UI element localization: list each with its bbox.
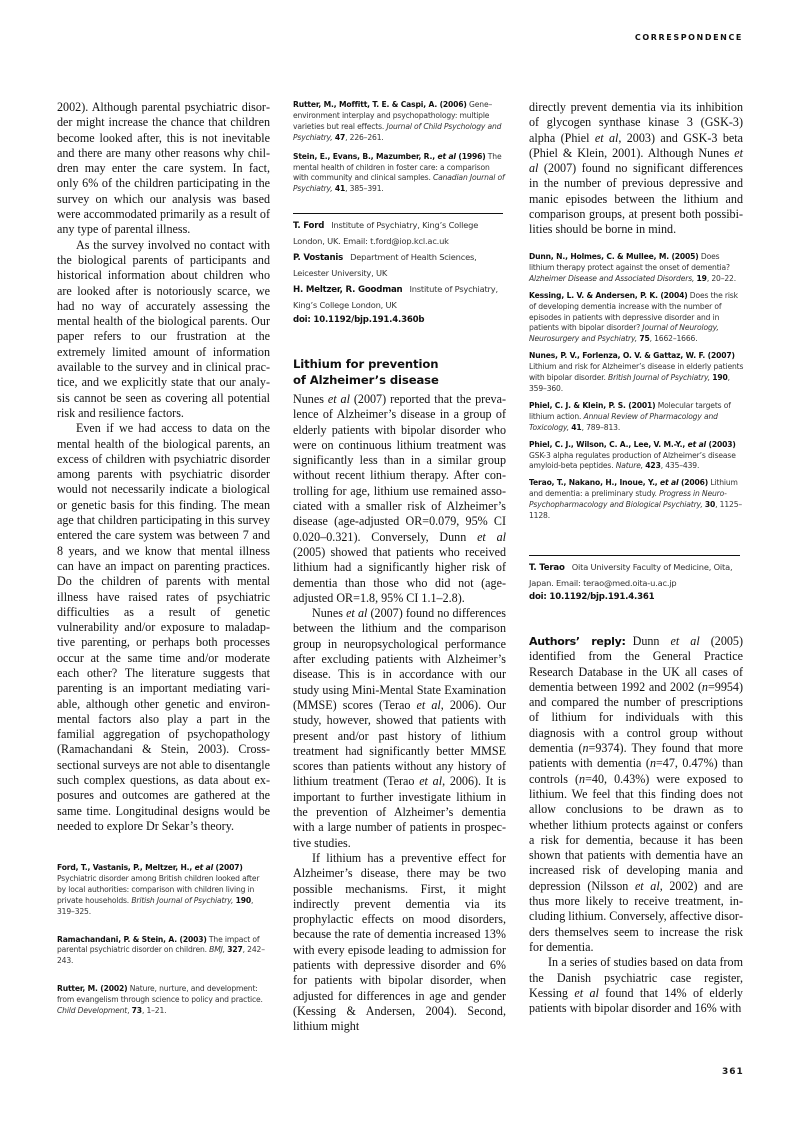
reference-list [529, 252, 745, 522]
reference-item: Ford, T., Vastanis, P., Meltzer, H., et al (2007) Psychiatric disorder among British children looked after by local authorities: comparison with children living in private households. British Journal of Psychiatry, 190, 319–325. [57, 863, 260, 916]
article-heading [293, 357, 506, 388]
paragraph: Authors’ reply: Dunn et al (2005) identified from the General Practice Research Database in the UK all cases of dementia between 1992 and 2002 (n=9954) and compared the number of prescriptions of lithium for individuals with this diagnosis with a control group without dementia (n=9374). They found that more patients with dementia (n=47, 0.47%) than controls (n=40, 0.43%) were exposed to lithium. We feel that this finding does not allow conclusions to be drawn as to whether lithium protects against or confers a risk for dementia, because it has been shown that patients with dementia have an increased risk of developing mania and depression (Nilsson et al, 2002) and are thus more likely to receive treatment, including lithium. Conversely, affective disorders themselves seem to increase the risk for dementia. [529, 634, 744, 954]
letter-body [293, 392, 506, 1034]
letter-body-continued [57, 100, 270, 834]
paragraph: As the survey involved no contact with the biological parents of participants and historical information about children who are looked after is notoriously scarce, we had no way of accurately assessing the mental health of the biological parents. Our paper refers to our frustration at the extremely limited amount of information available to the survey and in clinical practice, and we explicitly state that our analysis cannot be seen as covering all potential risk and resilience factors. [57, 237, 270, 420]
reference-item: Ramachandani, P. & Stein, A. (2003) The impact of parental psychiatric disorder on children. BMJ, 327, 242–243. [57, 934, 265, 966]
reference-list [293, 100, 506, 195]
affiliation: T. Ford Institute of Psychiatry, King’s College London, UK. Email: t.ford@iop.kcl.ac.uk [293, 220, 479, 246]
author-affiliations [529, 560, 745, 605]
reply-label: Authors’ reply: [529, 635, 626, 648]
reference-item: Rutter, M. (2002) Nature, nurture, and development: from evangelism through science to policy and practice. Child Development, 73, 1–21. [57, 984, 263, 1016]
divider [529, 555, 740, 556]
doi-link[interactable]: doi: 10.1192/bjp.191.4.360b [293, 314, 425, 325]
affiliation: T. Terao Oita University Faculty of Medicine, Oita, Japan. Email: terao@med.oita-u.ac.jp [529, 562, 733, 588]
reference-item: Dunn, N., Holmes, C. & Mullee, M. (2005) Does lithium therapy protect against the onset of dementia? Alzheimer Disease and Associated Disorders, 19, 20–22. [529, 252, 736, 283]
paragraph: If lithium has a preventive effect for Alzheimer’s disease, there may be two possible mechanisms. First, it might indirectly prevent dementia via its prophylactic effects on mood disorders, because the rate of dementia increased 13% with every episode leading to admission for patients with depressive disorder and 6% for patients with bipolar disorder, when adjusted for differences in age and gender (Kessing & Andersen, 2004). Second, lithium might [293, 850, 506, 1034]
section-title: of Alzheimer’s disease [293, 372, 439, 387]
paragraph: Even if we had access to data on the mental health of the biological parents, an excess of children with psychiatric disorder among parents with psychiatric disorder would not necessarily indicate a biological or genetic basis for this finding. The mean age that children participating in this survey entered the care system was between 7 and 8 years, and we know that mental illness can have an impact on parenting practices. Do the children of parents with mental illness have raised rates of psychiatric difficulties as a result of genetic vulnerability and/or exposure to maladaptive parenting, or perhaps both processes occur at the same time and/or moderate each other? The literature suggests that parenting is an important mediating variable, although other genetic and environmental factors also play a part in the familial aggregation of psychopathology (Ramachandani & Stein, 2003). Cross-sectional surveys are not able to disentangle such complex questions, as data about exposures and outcomes are gathered at the same time. Longitudinal designs would be needed to explore Dr Sekar’s theory. [57, 421, 270, 833]
reference-item: Nunes, P. V., Forlenza, O. V. & Gattaz, W. F. (2007) Lithium and risk for Alzheimer’s disease in elderly patients with bipolar disorder. British Journal of Psychiatry, 190, 359–360. [529, 351, 744, 393]
reference-item: Stein, E., Evans, B., Mazumber, R., et al (1996) The mental health of children in foster care: a comparison with community and clinical samples. Canadian Journal of Psychiatry, 41, 385–391. [293, 151, 505, 194]
reference-item: Terao, T., Nakano, H., Inoue, Y., et al (2006) Lithium and dementia: a preliminary study. Progress in Neuro-Psychopharmacology and Biological Psychiatry, 30, 1125–1128. [529, 478, 743, 521]
author-affiliations [293, 218, 508, 327]
paragraph: In a series of studies based on data from the Danish psychiatric case register, Kessing et al found that 14% of elderly patients with bipolar disorder and 16% with [529, 955, 743, 1016]
reference-item: Phiel, C. J. & Klein, P. S. (2001) Molecular targets of lithium action. Annual Review of Pharmacology and Toxicology, 41, 789–813. [529, 400, 731, 432]
reference-item: Rutter, M., Moffitt, T. E. & Caspi, A. (2006) Gene–environment interplay and psychopathology: multiple varieties but real effects. Journal of Child Psychology and Psychiatry, 47, 226–261. [293, 100, 502, 142]
running-head: CORRESPONDENCE [634, 33, 743, 42]
page-number: 361 [722, 1067, 744, 1077]
doi-link[interactable]: doi: 10.1192/bjp.191.4.361 [529, 592, 655, 603]
divider [293, 213, 503, 214]
section-title: Lithium for prevention [293, 357, 439, 371]
paragraph: directly prevent dementia via its inhibition of glycogen synthase kinase 3 (GSK-3) alpha (Phiel et al, 2003) and GSK-3 beta (Phiel & Klein, 2001). Although Nunes et al (2007) found no significant differences in the number of previous depressive and manic episodes between the lithium and comparison groups, at present both possibilities should be borne in mind. [529, 100, 743, 237]
affiliation: P. Vostanis Department of Health Sciences, Leicester University, UK [293, 252, 477, 278]
authors-reply [529, 634, 743, 1016]
paragraph: 2002). Although parental psychiatric disorder might increase the chance that children become looked after, this is not inevitable and there are many other reasons why children may enter the care system. In fact, only 6% of the children participating in the survey on which our analysis was based were accommodated primarily as a result of any type of parental illness. [57, 100, 270, 237]
reference-item: Phiel, C. J., Wilson, C. A., Lee, V. M.-Y., et al (2003) GSK-3 alpha regulates production of Alzheimer’s disease amyloid-beta peptides. Nature, 423, 435–439. [529, 439, 736, 471]
affiliation: H. Meltzer, R. Goodman Institute of Psychiatry, King’s College London, UK [293, 284, 498, 310]
reference-item: Kessing, L. V. & Andersen, P. K. (2004) Does the risk of developing dementia increase with the number of episodes in patients with depressive disorder and in patients with bipolar disorder? Journal of Neurology, Neurosurgery and Psychiatry, 75, 1662–1666. [529, 290, 738, 344]
letter-body-continued [529, 100, 743, 238]
reference-list [57, 863, 270, 1017]
paragraph: Nunes et al (2007) found no differences between the lithium and the comparison group in neuropsychological performance after excluding patients with Alzheimer’s disease. This is in accordance with our study using Mini-Mental State Examination (MMSE) scores (Terao et al, 2006). Our study, however, showed that patients with present and/or past history of lithium treatment had significantly better MMSE scores than patients without any history of lithium treatment (Terao et al, 2006). It is important to further investigate lithium in the prevention of Alzheimer’s dementia with a large number of patients in prospective studies. [293, 606, 506, 850]
paragraph: Nunes et al (2007) reported that the prevalence of Alzheimer’s disease in a group of elderly patients with bipolar disorder who were on continuous lithium treatment was significantly less than in a similar group without recent lithium therapy. After controlling for age, lithium use remained associated with a smaller risk of Alzheimer’s disease (age-adjusted OR=0.079, 95% CI 0.020–0.321). Conversely, Dunn et al (2005) showed that patients who received lithium had a significantly higher risk of dementia than those who did not (age-adjusted OR=1.8, 95% CI 1.1–2.8). [293, 392, 506, 605]
